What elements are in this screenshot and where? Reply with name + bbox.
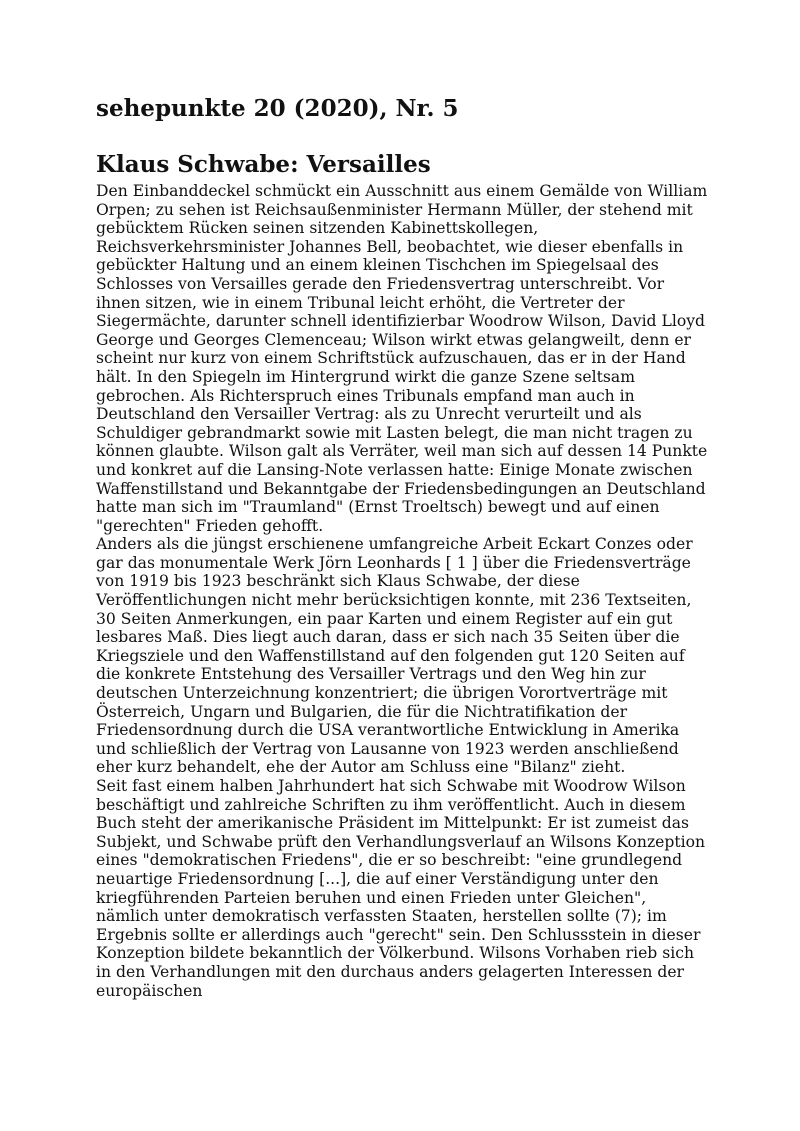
journal-title: sehepunkte 20 (2020), Nr. 5 bbox=[96, 95, 459, 122]
paragraph-2: Anders als die jüngst erschienene umfangreiche Arbeit Eckart Conzes oder gar das monumentale Werk Jörn Leonhards [ 1 ] über die Friedensverträge von 1919 bis 1923 beschränkt sich Klaus Schwabe, der diese Veröffentlichungen nicht mehr berücksichtigen konnte, mit 236 Textseiten, 30 Seiten Anmerkungen, ein paar Karten und einem Register auf ein gut lesbares Maß. Dies liegt auch daran, dass er sich nach 35 Seiten über die Kriegsziele und den Waffenstillstand auf den folgenden gut 120 Seiten auf die konkrete Entstehung des Versailler Vertrags und den Weg hin zur deutschen Unterzeichnung konzentriert; die übrigen Vorortverträge mit Österreich, Ungarn und Bulgarien, die für die Nichtratifikation der Friedensordnung durch die USA verantwortliche Entwicklung in Amerika und schließlich der Vertrag von Lausanne von 1923 werden anschließend eher kurz behandelt, ehe der Autor am Schluss eine "Bilanz" zieht. bbox=[96, 535, 693, 777]
paragraph-3: Seit fast einem halben Jahrhundert hat sich Schwabe mit Woodrow Wilson beschäftigt und zahlreiche Schriften zu ihm veröffentlicht. Auch in diesem Buch steht der amerikanische Präsident im Mittelpunkt: Er ist zumeist das Subjekt, und Schwabe prüft den Verhandlungsverlauf an Wilsons Konzeption eines "demokratischen Friedens", die er so beschreibt: "eine grundlegend neuartige Friedensordnung [...], die auf einer Verständigung unter den kriegführenden Parteien beruhen und einen Frieden unter Gleichen", nämlich unter demokratisch verfassten Staaten, herstellen sollte (7); im Ergebnis sollte er allerdings auch "gerecht" sein. Den Schlussstein in dieser Konzeption bildete bekanntlich der Völkerbund. Wilsons Vorhaben rieb sich in den Verhandlungen mit den durchaus anders gelagerten Interessen der europäischen bbox=[96, 777, 706, 1000]
article-title: Klaus Schwabe: Versailles bbox=[96, 151, 431, 178]
article-body bbox=[96, 182, 712, 1000]
document-page bbox=[96, 94, 712, 1000]
paragraph-1: Den Einbanddeckel schmückt ein Ausschnitt aus einem Gemälde von William Orpen; zu sehen ist Reichsaußenminister Hermann Müller, der stehend mit gebücktem Rücken seinen sitzenden Kabinettskollegen, Reichsverkehrsminister Johannes Bell, beobachtet, wie dieser ebenfalls in gebückter Haltung und an einem kleinen Tischchen im Spiegelsaal des Schlosses von Versailles gerade den Friedensvertrag unterschreibt. Vor ihnen sitzen, wie in einem Tribunal leicht erhöht, die Vertreter der Siegermächte, darunter schnell identifizierbar Woodrow Wilson, David Lloyd George und Georges Clemenceau; Wilson wirkt etwas gelangweilt, denn er scheint nur kurz von einem Schriftstück aufzuschauen, das er in der Hand hält. In den Spiegeln im Hintergrund wirkt die ganze Szene seltsam gebrochen. Als Richterspruch eines Tribunals empfand man auch in Deutschland den Versailler Vertrag: als zu Unrecht verurteilt und als Schuldiger gebrandmarkt sowie mit Lasten belegt, die man nicht tragen zu können glaubte. Wilson galt als Verräter, weil man sich auf dessen 14 Punkte und konkret auf die Lansing-Note verlassen hatte: Einige Monate zwischen Waffenstillstand und Bekanntgabe der Friedensbedingungen an Deutschland hatte man sich im "Traumland" (Ernst Troeltsch) bewegt und auf einen "gerechten" Frieden gehofft. bbox=[96, 182, 708, 535]
